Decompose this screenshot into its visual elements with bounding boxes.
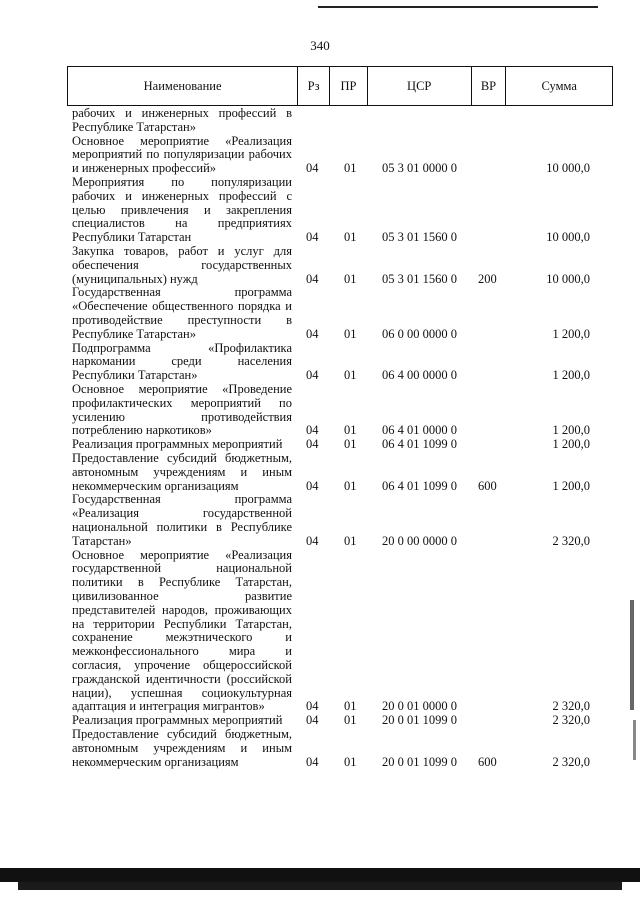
row-rz: 04 [306,326,319,341]
row-name [72,245,292,286]
table-row [72,549,618,715]
table-row [72,342,618,383]
row-csr: 06 4 00 0000 0 [382,368,457,383]
row-name-line: сохранение межэтнического и [72,630,292,645]
row-csr: 20 0 01 0000 0 [382,699,457,714]
table-row [72,728,618,769]
row-name-line: межконфессионального мира и [72,644,292,659]
row-pr: 01 [344,326,357,341]
row-name-line: специалистов на предприятиях [72,216,292,231]
row-name-line: Предоставление субсидий бюджетным, [72,451,292,465]
table-row [72,383,618,438]
row-sum: 10 000,0 [546,271,590,286]
row-name-line: Республике Татарстан» [72,119,196,134]
row-name-line: усилению противодействия [72,409,292,424]
row-name-line: потреблению наркотиков» [72,423,212,438]
scan-bottom-bar [0,868,640,882]
row-sum: 2 320,0 [552,699,590,714]
row-name-line: гражданской идентичности (российской [72,671,292,686]
row-pr: 01 [344,437,357,452]
header-sum: Сумма [541,78,577,93]
row-name-line: «Реализация государственной [72,506,292,521]
row-csr: 05 3 01 1560 0 [382,230,457,245]
row-pr: 01 [344,161,357,176]
table-row [72,452,618,493]
row-pr: 01 [344,754,357,769]
row-rz: 04 [306,230,319,245]
row-sum: 2 320,0 [552,754,590,769]
row-name-line: Мероприятия по популяризации [72,175,292,189]
row-sum: 1 200,0 [552,437,590,452]
row-name-line: цивилизованное развитие [72,588,292,603]
table-row [72,176,618,245]
row-csr: 05 3 01 0000 0 [382,161,457,176]
row-name-line: рабочих и инженерных профессий с [72,188,292,203]
row-pr: 01 [344,699,357,714]
row-rz: 04 [306,161,319,176]
page-number: 340 [310,38,330,53]
table-row [72,245,618,286]
header-name: Наименование [68,67,298,105]
header-pr: ПР [330,67,368,105]
row-pr: 01 [344,478,357,493]
row-rz: 04 [306,271,319,286]
table-row [72,493,618,548]
table-header [67,66,613,106]
row-csr: 06 4 01 0000 0 [382,423,457,438]
row-name-line: целью привлечения и закрепления [72,202,292,217]
header-rz: Рз [298,67,330,105]
row-name-line: национальной политики в Республике [72,519,292,534]
row-rz: 04 [306,368,319,383]
row-name-line: Реализация программных мероприятий [72,437,283,452]
table-row [72,135,618,176]
row-pr: 01 [344,230,357,245]
row-name [72,176,292,245]
row-name-line: рабочих и инженерных профессий в [72,106,292,120]
row-csr: 05 3 01 1560 0 [382,271,457,286]
row-rz: 04 [306,437,319,452]
row-name-line: Республике Татарстан» [72,326,196,341]
row-sum: 1 200,0 [552,478,590,493]
row-name-line: Реализация программных мероприятий [72,713,283,728]
row-name-line: Основное мероприятие «Реализация [72,547,292,562]
row-rz: 04 [306,699,319,714]
row-name [72,714,292,728]
row-sum: 10 000,0 [546,230,590,245]
row-sum: 1 200,0 [552,423,590,438]
row-sum: 2 320,0 [552,533,590,548]
row-name-line: Государственная программа [72,492,292,507]
row-name [72,549,292,715]
row-vr: 600 [478,754,497,769]
row-vr: 200 [478,271,497,286]
row-csr: 06 4 01 1099 0 [382,478,457,493]
row-sum: 1 200,0 [552,326,590,341]
row-name [72,493,292,548]
row-name [72,728,292,769]
row-name-line: наркомании среди населения [72,354,292,369]
row-name-line: Республики Татарстан [72,230,192,245]
row-name-line: политики в Республике Татарстан, [72,575,292,590]
row-csr: 06 4 01 1099 0 [382,437,457,452]
row-name-line: Татарстан» [72,533,132,548]
row-name [72,342,292,383]
row-name-line: и инженерных профессий» [72,161,217,176]
row-name-line: на территории Республики Татарстан, [72,616,292,631]
row-name-line: «Обеспечение общественного порядка и [72,299,292,314]
scan-bottom-bar [18,882,622,890]
row-name-line: Государственная программа [72,285,292,300]
row-pr: 01 [344,533,357,548]
row-name-line: автономным учреждениям и иным [72,464,292,479]
row-name [72,383,292,438]
row-name-line: профилактических мероприятий по [72,395,292,410]
scan-edge-mark [630,600,634,710]
row-name-line: Закупка товаров, работ и услуг для [72,244,292,258]
row-csr: 20 0 00 0000 0 [382,533,457,548]
row-name-line: Основное мероприятие «Реализация [72,133,292,148]
table-row [72,286,618,341]
header-vr: ВР [472,67,507,105]
table-row [72,438,618,452]
row-vr: 600 [478,478,497,493]
table-row [72,107,618,135]
row-rz: 04 [306,754,319,769]
table-row [72,714,618,728]
row-name-line: согласия, упрочение общероссийской [72,657,292,672]
row-pr: 01 [344,423,357,438]
row-pr: 01 [344,713,357,728]
row-rz: 04 [306,533,319,548]
header-csr: ЦСР [368,67,472,105]
row-rz: 04 [306,423,319,438]
row-rz: 04 [306,713,319,728]
row-name-line: нации), успешная социокультурная [72,685,292,700]
row-name-line: адаптация и интеграция мигрантов» [72,699,265,714]
row-name-line: Республики Татарстан» [72,368,198,383]
row-name [72,452,292,493]
row-name-line: некоммерческим организациям [72,478,239,493]
row-name-line: противодействие преступности в [72,312,292,327]
row-name [72,135,292,176]
row-name-line: представителей народов, проживающих [72,602,292,617]
row-name-line: обеспечения государственных [72,257,292,272]
row-rz: 04 [306,478,319,493]
row-name-line: некоммерческим организациям [72,754,239,769]
row-sum: 1 200,0 [552,368,590,383]
row-name-line: государственной национальной [72,561,292,576]
row-name-line: мероприятий по популяризации рабочих [72,147,292,162]
row-csr: 20 0 01 1099 0 [382,754,457,769]
row-name-line: Подпрограмма «Профилактика [72,340,292,355]
row-name [72,286,292,341]
row-name-line: автономным учреждениям и иным [72,740,292,755]
scan-top-line [318,6,598,8]
row-name-line: Предоставление субсидий бюджетным, [72,727,292,741]
row-sum: 10 000,0 [546,161,590,176]
row-pr: 01 [344,271,357,286]
row-sum: 2 320,0 [552,713,590,728]
row-name-line: (муниципальных) нужд [72,271,198,286]
row-name [72,438,292,452]
row-name [72,107,292,135]
row-pr: 01 [344,368,357,383]
scan-edge-mark [633,720,636,760]
row-csr: 06 0 00 0000 0 [382,326,457,341]
row-csr: 20 0 01 1099 0 [382,713,457,728]
row-name-line: Основное мероприятие «Проведение [72,382,292,396]
